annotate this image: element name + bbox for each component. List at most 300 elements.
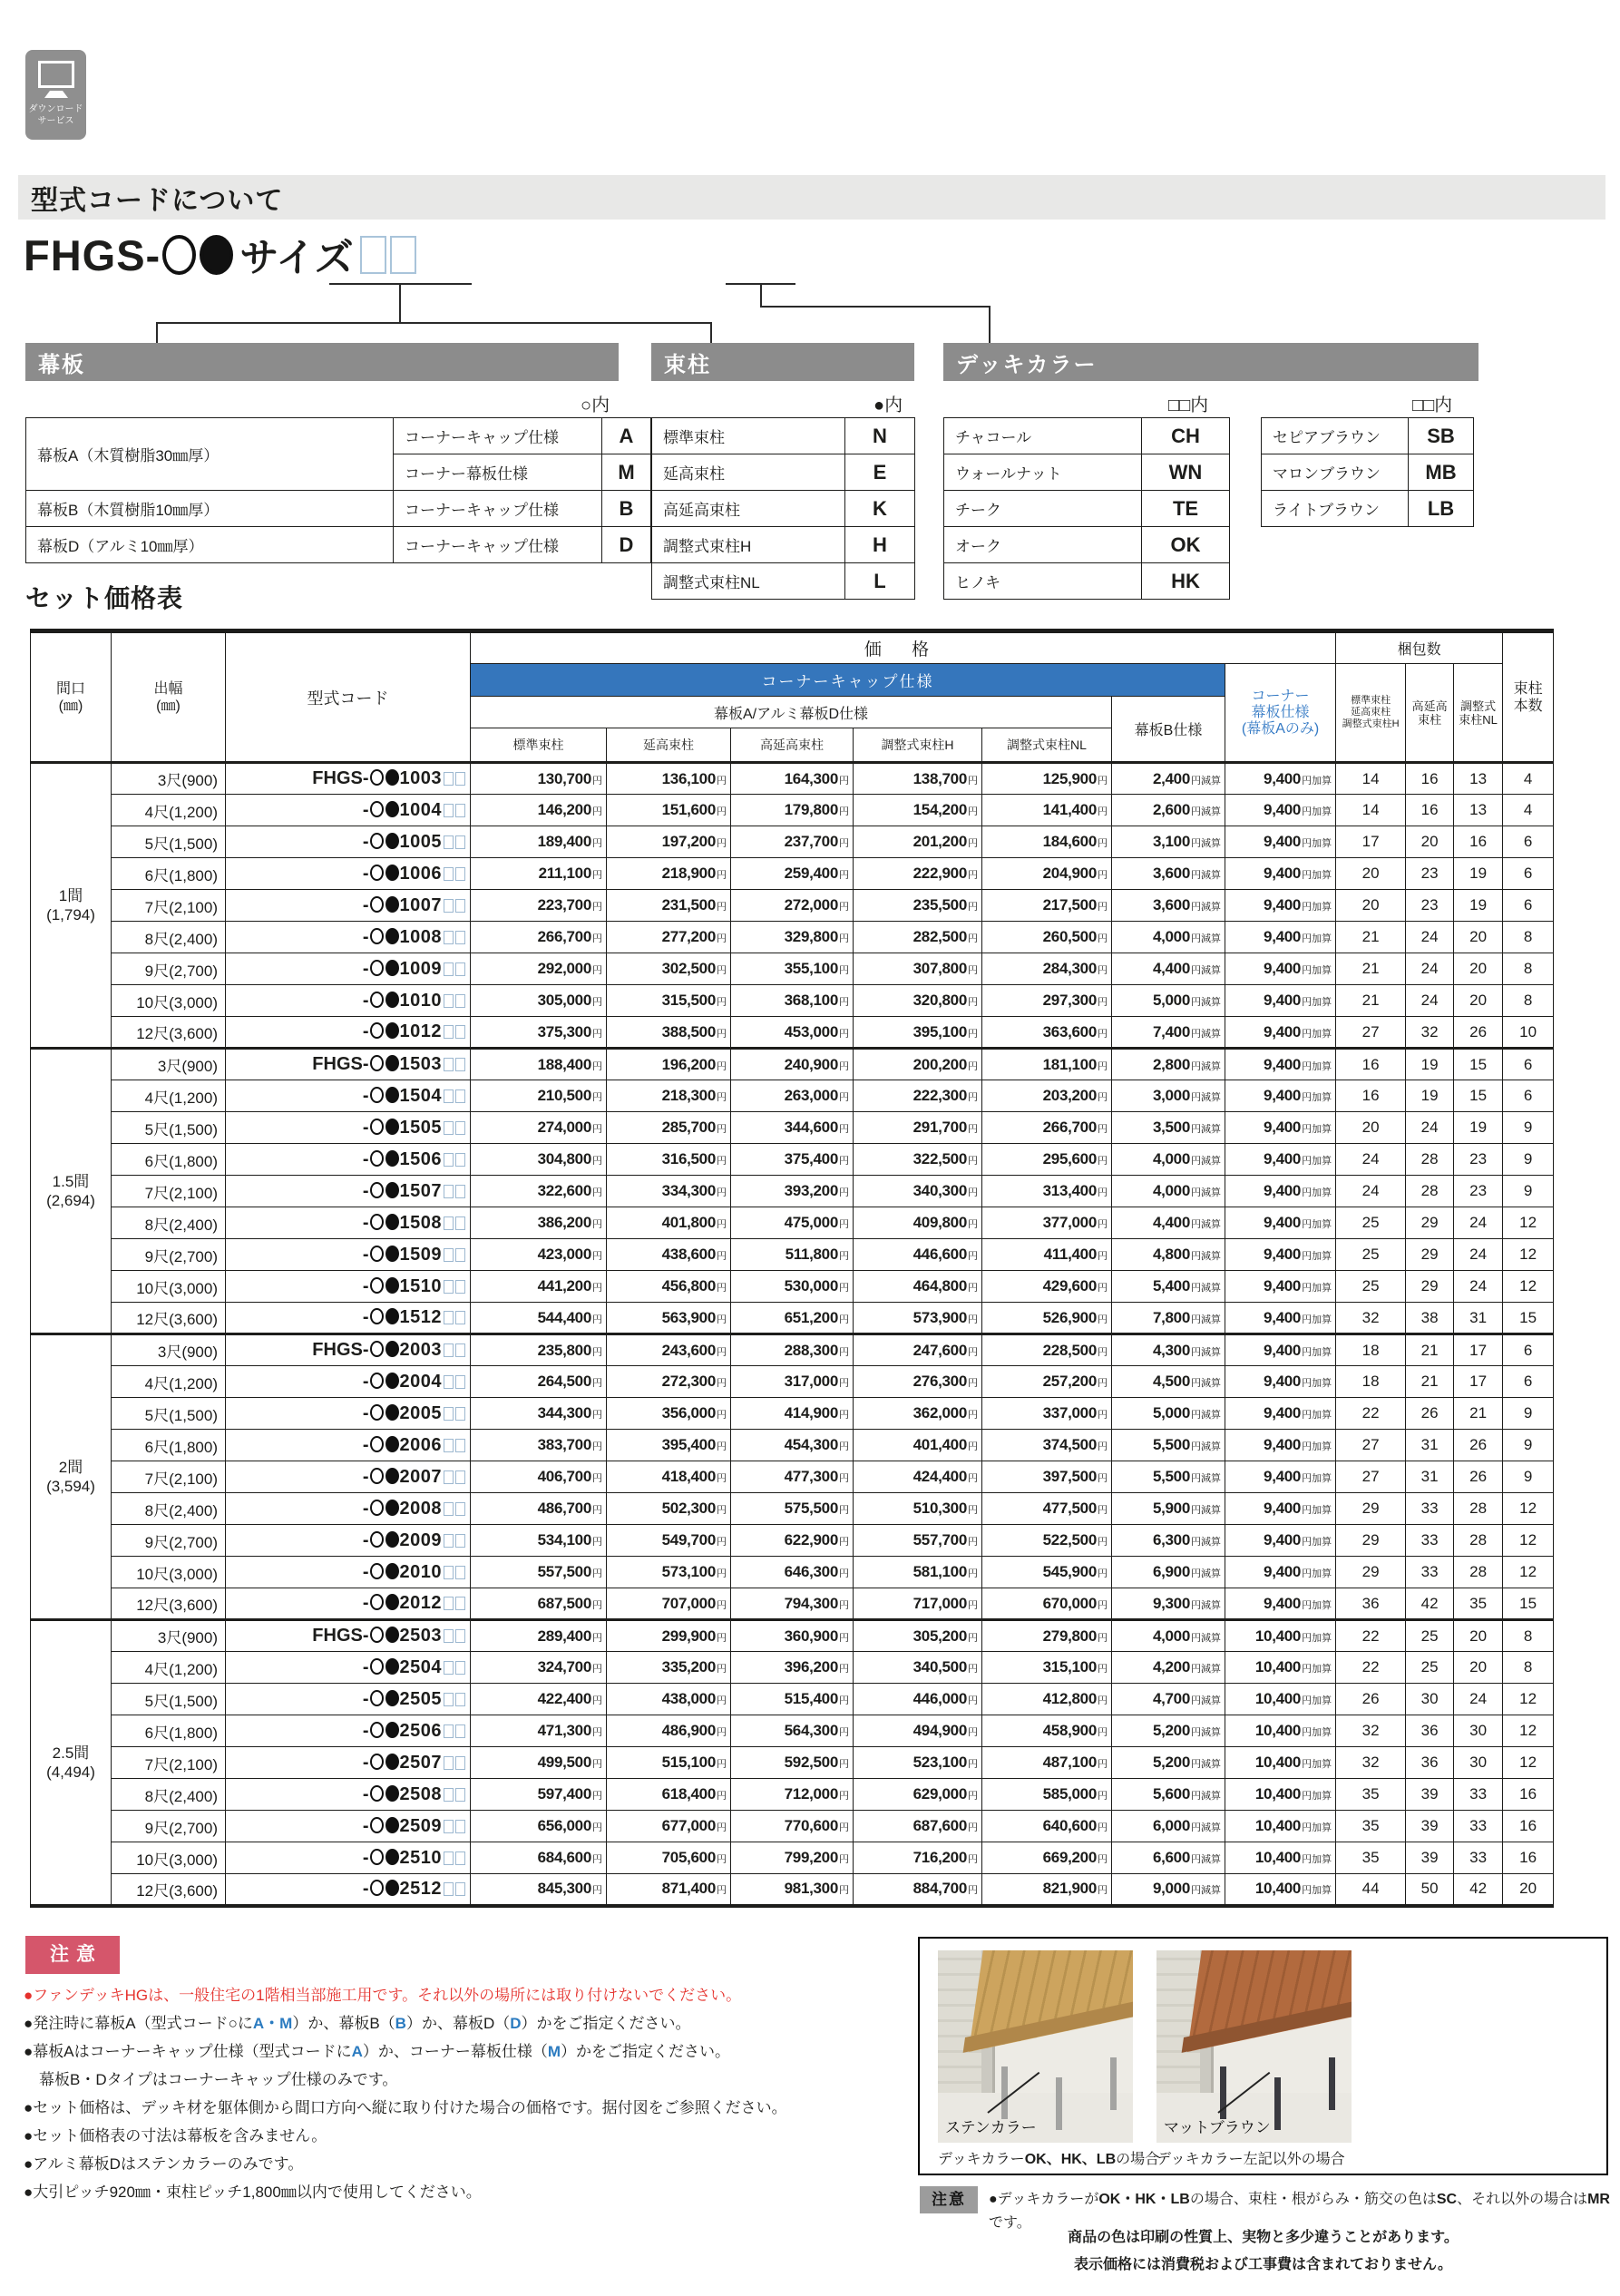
pack-count-cell: 20 xyxy=(1406,826,1454,858)
deck-color-code: TE xyxy=(1142,491,1230,527)
makuita-b-price-cell: 4,200円減算 xyxy=(1112,1652,1225,1684)
makuita-a-spec2: コーナー幕板仕様 xyxy=(394,454,602,491)
price-cell: 374,500円 xyxy=(982,1430,1112,1461)
price-cell: 486,700円 xyxy=(471,1493,607,1525)
col-head-post-std: 標準束柱 xyxy=(471,728,607,763)
deck-color-row xyxy=(944,491,1230,527)
price-cell: 458,900円 xyxy=(982,1715,1112,1747)
price-cell: 515,100円 xyxy=(607,1747,731,1779)
pack-count-cell: 42 xyxy=(1406,1588,1454,1620)
price-row xyxy=(31,985,1554,1017)
post-count-cell: 12 xyxy=(1503,1557,1554,1588)
makuita-b-price-cell: 4,700円減算 xyxy=(1112,1684,1225,1715)
pack-count-cell: 16 xyxy=(1406,763,1454,795)
pack-count-cell: 38 xyxy=(1406,1303,1454,1334)
deck-color-row xyxy=(944,527,1230,563)
col-head-model: 型式コード xyxy=(226,631,471,763)
caution-note-item: ●発注時に幕板A（型式コード○にA・M）か、幕板B（B）か、幕板D（D）かをご指定ください。 xyxy=(24,2015,691,2032)
model-code-cell: - 1508 xyxy=(226,1207,471,1239)
section-title-bar xyxy=(18,175,1605,220)
col-head-maguchi: 間口 (㎜) xyxy=(31,631,112,763)
price-cell: 334,300円 xyxy=(607,1176,731,1207)
pack-count-cell: 17 xyxy=(1454,1334,1503,1366)
price-cell: 618,400円 xyxy=(607,1779,731,1811)
post-count-cell: 6 xyxy=(1503,890,1554,922)
deck-color-label: チャコール xyxy=(944,418,1142,454)
pack-count-cell: 28 xyxy=(1454,1557,1503,1588)
price-cell: 670,000円 xyxy=(982,1588,1112,1620)
deck-color-code: CH xyxy=(1142,418,1230,454)
price-cell: 299,900円 xyxy=(607,1620,731,1652)
pack-count-cell: 35 xyxy=(1336,1842,1406,1874)
makuita-b-price-cell: 5,200円減算 xyxy=(1112,1747,1225,1779)
corner-makuita-price-cell: 9,400円加算 xyxy=(1225,1525,1336,1557)
makuita-b-price-cell: 5,500円減算 xyxy=(1112,1430,1225,1461)
pack-count-cell: 16 xyxy=(1406,795,1454,826)
pack-count-cell: 28 xyxy=(1406,1144,1454,1176)
post-count-cell: 12 xyxy=(1503,1684,1554,1715)
pack-count-cell: 22 xyxy=(1336,1398,1406,1430)
pack-count-cell: 33 xyxy=(1406,1493,1454,1525)
post-count-cell: 4 xyxy=(1503,763,1554,795)
price-row xyxy=(31,1080,1554,1112)
corner-makuita-price-cell: 10,400円加算 xyxy=(1225,1652,1336,1684)
price-cell: 136,100円 xyxy=(607,763,731,795)
price-cell: 317,000円 xyxy=(731,1366,854,1398)
price-cell: 409,800円 xyxy=(854,1207,982,1239)
price-cell: 355,100円 xyxy=(731,953,854,985)
depth-cell: 10尺(3,000) xyxy=(112,1557,226,1588)
footer-line-1: 商品の色は印刷の性質上、実物と多少違うことがあります。 xyxy=(1068,2230,1459,2245)
pack-count-cell: 15 xyxy=(1454,1080,1503,1112)
pack-count-cell: 36 xyxy=(1406,1715,1454,1747)
deck-color-hint-1: □□内 xyxy=(1168,396,1209,415)
model-code-cell: - 2507 xyxy=(226,1747,471,1779)
post-count-cell: 16 xyxy=(1503,1811,1554,1842)
post-count-cell: 12 xyxy=(1503,1207,1554,1239)
price-cell: 563,900円 xyxy=(607,1303,731,1334)
price-cell: 502,300円 xyxy=(607,1493,731,1525)
price-cell: 210,500円 xyxy=(471,1080,607,1112)
post-count-cell: 6 xyxy=(1503,1366,1554,1398)
pack-count-cell: 33 xyxy=(1406,1525,1454,1557)
deck-color-row xyxy=(944,454,1230,491)
price-cell: 446,600円 xyxy=(854,1239,982,1271)
price-cell: 397,500円 xyxy=(982,1461,1112,1493)
price-cell: 307,800円 xyxy=(854,953,982,985)
price-cell: 284,300円 xyxy=(982,953,1112,985)
col-head-pack-sub1: 標準束柱 延高束柱 調整式束柱H xyxy=(1336,664,1406,763)
model-code-cell: FHGS- 2003 xyxy=(226,1334,471,1366)
pack-count-cell: 28 xyxy=(1454,1525,1503,1557)
price-table xyxy=(30,629,1554,1908)
makuita-b-price-cell: 2,400円減算 xyxy=(1112,763,1225,795)
post-count-cell: 6 xyxy=(1503,1334,1554,1366)
price-cell: 322,500円 xyxy=(854,1144,982,1176)
price-row xyxy=(31,1334,1554,1366)
price-row xyxy=(31,858,1554,890)
price-cell: 511,800円 xyxy=(731,1239,854,1271)
connector-line xyxy=(989,306,991,344)
price-cell: 263,000円 xyxy=(731,1080,854,1112)
price-cell: 240,900円 xyxy=(731,1049,854,1080)
makuita-b-price-cell: 5,600円減算 xyxy=(1112,1779,1225,1811)
price-cell: 530,000円 xyxy=(731,1271,854,1303)
pack-count-cell: 17 xyxy=(1336,826,1406,858)
price-cell: 677,000円 xyxy=(607,1811,731,1842)
caution-note-item: ●大引ピッチ920㎜・束柱ピッチ1,800㎜以内で使用してください。 xyxy=(24,2184,482,2201)
depth-cell: 9尺(2,700) xyxy=(112,1239,226,1271)
price-cell: 581,100円 xyxy=(854,1557,982,1588)
deck-color-label: オーク xyxy=(944,527,1142,563)
price-cell: 247,600円 xyxy=(854,1334,982,1366)
price-cell: 231,500円 xyxy=(607,890,731,922)
post-count-cell: 12 xyxy=(1503,1239,1554,1271)
price-cell: 375,300円 xyxy=(471,1017,607,1049)
model-code-cell: - 1506 xyxy=(226,1144,471,1176)
post-count-cell: 12 xyxy=(1503,1271,1554,1303)
post-count-cell: 6 xyxy=(1503,1080,1554,1112)
price-cell: 146,200円 xyxy=(471,795,607,826)
tsuka-row xyxy=(652,418,915,454)
price-cell: 770,600円 xyxy=(731,1811,854,1842)
price-cell: 564,300円 xyxy=(731,1715,854,1747)
pack-count-cell: 24 xyxy=(1406,1112,1454,1144)
pack-count-cell: 19 xyxy=(1406,1080,1454,1112)
model-code-cell: - 2007 xyxy=(226,1461,471,1493)
price-cell: 423,000円 xyxy=(471,1239,607,1271)
pack-count-cell: 31 xyxy=(1406,1430,1454,1461)
pack-count-cell: 27 xyxy=(1336,1430,1406,1461)
col-head-makuita-b: 幕板B仕様 xyxy=(1112,697,1225,763)
price-cell: 981,300円 xyxy=(731,1874,854,1906)
depth-cell: 10尺(3,000) xyxy=(112,1271,226,1303)
price-cell: 189,400円 xyxy=(471,826,607,858)
price-cell: 557,500円 xyxy=(471,1557,607,1588)
corner-makuita-price-cell: 9,400円加算 xyxy=(1225,1017,1336,1049)
price-cell: 592,500円 xyxy=(731,1747,854,1779)
price-cell: 235,500円 xyxy=(854,890,982,922)
depth-cell: 8尺(2,400) xyxy=(112,1779,226,1811)
depth-cell: 8尺(2,400) xyxy=(112,1493,226,1525)
post-count-cell: 9 xyxy=(1503,1398,1554,1430)
deck-color-hint-2: □□内 xyxy=(1412,396,1453,415)
post-count-cell: 8 xyxy=(1503,953,1554,985)
price-cell: 243,600円 xyxy=(607,1334,731,1366)
pack-count-cell: 29 xyxy=(1406,1207,1454,1239)
depth-cell: 10尺(3,000) xyxy=(112,985,226,1017)
col-head-makuita-a: 幕板A/アルミ幕板D仕様 xyxy=(471,697,1112,728)
pack-count-cell: 21 xyxy=(1336,922,1406,953)
pack-count-cell: 29 xyxy=(1406,1271,1454,1303)
post-count-cell: 8 xyxy=(1503,1620,1554,1652)
post-count-cell: 12 xyxy=(1503,1525,1554,1557)
pack-count-cell: 31 xyxy=(1406,1461,1454,1493)
makuita-b-price-cell: 5,000円減算 xyxy=(1112,985,1225,1017)
makuita-b-price-cell: 5,500円減算 xyxy=(1112,1461,1225,1493)
post-count-cell: 16 xyxy=(1503,1779,1554,1811)
corner-makuita-price-cell: 9,400円加算 xyxy=(1225,1080,1336,1112)
price-cell: 401,800円 xyxy=(607,1207,731,1239)
download-service-label: ダウンロード サービス xyxy=(28,104,83,126)
price-cell: 871,400円 xyxy=(607,1874,731,1906)
price-cell: 218,900円 xyxy=(607,858,731,890)
price-cell: 179,800円 xyxy=(731,795,854,826)
depth-cell: 12尺(3,600) xyxy=(112,1017,226,1049)
pack-count-cell: 23 xyxy=(1454,1176,1503,1207)
corner-makuita-price-cell: 9,400円加算 xyxy=(1225,1493,1336,1525)
price-row xyxy=(31,953,1554,985)
makuita-b-price-cell: 4,300円減算 xyxy=(1112,1334,1225,1366)
monitor-stand-icon xyxy=(44,90,68,98)
depth-cell: 9尺(2,700) xyxy=(112,953,226,985)
tsuka-row xyxy=(652,491,915,527)
price-cell: 266,700円 xyxy=(982,1112,1112,1144)
deck-color-label: ライトブラウン xyxy=(1262,491,1409,527)
price-row xyxy=(31,1112,1554,1144)
price-cell: 329,800円 xyxy=(731,922,854,953)
deck-color-table-2 xyxy=(1261,417,1474,527)
pack-count-cell: 24 xyxy=(1406,922,1454,953)
tsuka-table xyxy=(651,417,915,600)
corner-makuita-price-cell: 9,400円加算 xyxy=(1225,1049,1336,1080)
depth-cell: 6尺(1,800) xyxy=(112,858,226,890)
price-cell: 272,300円 xyxy=(607,1366,731,1398)
makuita-a-code1: A xyxy=(602,418,651,454)
model-code-cell: - 2508 xyxy=(226,1779,471,1811)
makuita-b-name: 幕板B（木質樹脂10㎜厚） xyxy=(26,491,394,527)
pack-count-cell: 25 xyxy=(1406,1620,1454,1652)
pack-count-cell: 18 xyxy=(1336,1334,1406,1366)
price-cell: 313,400円 xyxy=(982,1176,1112,1207)
pack-count-cell: 20 xyxy=(1336,1112,1406,1144)
depth-cell: 5尺(1,500) xyxy=(112,826,226,858)
depth-cell: 7尺(2,100) xyxy=(112,1461,226,1493)
makuita-b-price-cell: 5,200円減算 xyxy=(1112,1715,1225,1747)
price-cell: 575,500円 xyxy=(731,1493,854,1525)
price-cell: 646,300円 xyxy=(731,1557,854,1588)
price-cell: 282,500円 xyxy=(854,922,982,953)
tsuka-label: 標準束柱 xyxy=(652,418,845,454)
caution-note-item: ●セット価格表の寸法は幕板を含みません。 xyxy=(24,2127,327,2145)
price-cell: 707,000円 xyxy=(607,1588,731,1620)
price-row xyxy=(31,1715,1554,1747)
depth-cell: 3尺(900) xyxy=(112,1620,226,1652)
price-cell: 475,000円 xyxy=(731,1207,854,1239)
model-code-cell: - 2505 xyxy=(226,1684,471,1715)
pack-count-cell: 32 xyxy=(1336,1715,1406,1747)
price-cell: 257,200円 xyxy=(982,1366,1112,1398)
post-count-cell: 9 xyxy=(1503,1144,1554,1176)
price-cell: 288,300円 xyxy=(731,1334,854,1366)
price-cell: 422,400円 xyxy=(471,1684,607,1715)
model-code-cell: - 2004 xyxy=(226,1366,471,1398)
pack-count-cell: 26 xyxy=(1406,1398,1454,1430)
corner-makuita-price-cell: 10,400円加算 xyxy=(1225,1842,1336,1874)
depth-cell: 9尺(2,700) xyxy=(112,1525,226,1557)
corner-makuita-price-cell: 9,400円加算 xyxy=(1225,1112,1336,1144)
model-code-cell: - 2006 xyxy=(226,1430,471,1461)
pack-count-cell: 23 xyxy=(1406,890,1454,922)
pack-count-cell: 13 xyxy=(1454,795,1503,826)
price-row xyxy=(31,1684,1554,1715)
price-cell: 356,000円 xyxy=(607,1398,731,1430)
tsuka-label: 調整式束柱NL xyxy=(652,563,845,600)
model-code-cell: - 1512 xyxy=(226,1303,471,1334)
post-count-cell: 12 xyxy=(1503,1493,1554,1525)
corner-makuita-price-cell: 9,400円加算 xyxy=(1225,890,1336,922)
makuita-d-name: 幕板D（アルミ10㎜厚） xyxy=(26,527,394,563)
price-cell: 276,300円 xyxy=(854,1366,982,1398)
price-cell: 289,400円 xyxy=(471,1620,607,1652)
corner-makuita-price-cell: 9,400円加算 xyxy=(1225,1398,1336,1430)
price-cell: 406,700円 xyxy=(471,1461,607,1493)
price-cell: 494,900円 xyxy=(854,1715,982,1747)
deck-photo-matt xyxy=(1156,1950,1352,2143)
makuita-b-price-cell: 3,600円減算 xyxy=(1112,890,1225,922)
price-cell: 151,600円 xyxy=(607,795,731,826)
price-cell: 597,400円 xyxy=(471,1779,607,1811)
price-row xyxy=(31,1207,1554,1239)
connector-line xyxy=(156,322,712,324)
model-code-cell: - 1505 xyxy=(226,1112,471,1144)
connector-line xyxy=(760,283,762,308)
col-head-pack: 梱包数 xyxy=(1336,631,1503,664)
price-cell: 687,500円 xyxy=(471,1588,607,1620)
price-cell: 125,900円 xyxy=(982,763,1112,795)
depth-cell: 6尺(1,800) xyxy=(112,1144,226,1176)
price-cell: 414,900円 xyxy=(731,1398,854,1430)
model-code-cell: FHGS- 1003 xyxy=(226,763,471,795)
price-cell: 622,900円 xyxy=(731,1525,854,1557)
makuita-b-price-cell: 3,000円減算 xyxy=(1112,1080,1225,1112)
makuita-b-price-cell: 6,300円減算 xyxy=(1112,1525,1225,1557)
price-cell: 388,500円 xyxy=(607,1017,731,1049)
corner-makuita-price-cell: 10,400円加算 xyxy=(1225,1620,1336,1652)
price-cell: 486,900円 xyxy=(607,1715,731,1747)
post-count-cell: 9 xyxy=(1503,1176,1554,1207)
price-cell: 259,400円 xyxy=(731,858,854,890)
pack-count-cell: 24 xyxy=(1336,1144,1406,1176)
pack-count-cell: 19 xyxy=(1406,1049,1454,1080)
post-count-cell: 4 xyxy=(1503,795,1554,826)
monitor-icon xyxy=(38,61,74,88)
price-cell: 196,200円 xyxy=(607,1049,731,1080)
tsuka-rows xyxy=(652,418,915,600)
price-row xyxy=(31,1366,1554,1398)
price-cell: 799,200円 xyxy=(731,1842,854,1874)
price-cell: 264,500円 xyxy=(471,1366,607,1398)
pack-count-cell: 35 xyxy=(1454,1588,1503,1620)
section-title: 型式コードについて xyxy=(31,185,284,216)
square-placeholder-icon xyxy=(390,236,416,274)
price-cell: 302,500円 xyxy=(607,953,731,985)
pack-count-cell: 25 xyxy=(1336,1239,1406,1271)
price-cell: 456,800円 xyxy=(607,1271,731,1303)
post-count-cell: 6 xyxy=(1503,858,1554,890)
price-cell: 291,700円 xyxy=(854,1112,982,1144)
makuita-b-code: B xyxy=(602,491,651,527)
makuita-a-name: 幕板A（木質樹脂30㎜厚） xyxy=(26,418,394,491)
pack-count-cell: 21 xyxy=(1406,1366,1454,1398)
price-cell: 285,700円 xyxy=(607,1112,731,1144)
price-cell: 510,300円 xyxy=(854,1493,982,1525)
price-cell: 362,000円 xyxy=(854,1398,982,1430)
model-code-cell: - 1007 xyxy=(226,890,471,922)
deck-photo-sten xyxy=(938,1950,1133,2143)
deck-color-code: HK xyxy=(1142,563,1230,600)
price-cell: 337,000円 xyxy=(982,1398,1112,1430)
post-count-cell: 10 xyxy=(1503,1017,1554,1049)
price-cell: 201,200円 xyxy=(854,826,982,858)
makuita-a-spec1: コーナーキャップ仕様 xyxy=(394,418,602,454)
price-cell: 549,700円 xyxy=(607,1525,731,1557)
deck-color-label: ウォールナット xyxy=(944,454,1142,491)
deck-color-row xyxy=(1262,491,1474,527)
price-cell: 438,600円 xyxy=(607,1239,731,1271)
price-cell: 360,900円 xyxy=(731,1620,854,1652)
model-code-cell: - 1509 xyxy=(226,1239,471,1271)
price-row xyxy=(31,1461,1554,1493)
post-count-cell: 12 xyxy=(1503,1747,1554,1779)
col-head-post-adj-h: 調整式束柱H xyxy=(854,728,982,763)
makuita-a-code2: M xyxy=(602,454,651,491)
price-cell: 573,100円 xyxy=(607,1557,731,1588)
caution-note-item: 幕板B・Dタイプはコーナーキャップ仕様のみです。 xyxy=(39,2071,398,2088)
corner-makuita-price-cell: 9,400円加算 xyxy=(1225,1144,1336,1176)
pack-count-cell: 20 xyxy=(1336,858,1406,890)
deck-color-rows-1 xyxy=(944,418,1230,600)
makuita-d-spec: コーナーキャップ仕様 xyxy=(394,527,602,563)
pack-count-cell: 33 xyxy=(1454,1842,1503,1874)
price-cell: 363,600円 xyxy=(982,1017,1112,1049)
price-row xyxy=(31,763,1554,795)
price-cell: 316,500円 xyxy=(607,1144,731,1176)
price-cell: 386,200円 xyxy=(471,1207,607,1239)
depth-cell: 4尺(1,200) xyxy=(112,1366,226,1398)
model-code-cell: - 1006 xyxy=(226,858,471,890)
tsuka-section-bar: 束柱 xyxy=(651,343,914,381)
caution-badge: 注意 xyxy=(25,1936,120,1974)
caution-note-item: ●アルミ幕板Dはステンカラーのみです。 xyxy=(24,2155,304,2173)
post-count-cell: 20 xyxy=(1503,1874,1554,1906)
price-table-body xyxy=(31,763,1554,1906)
pack-count-cell: 36 xyxy=(1336,1588,1406,1620)
model-code-cell: - 2012 xyxy=(226,1588,471,1620)
price-cell: 218,300円 xyxy=(607,1080,731,1112)
price-cell: 292,000円 xyxy=(471,953,607,985)
model-code-cell: - 2008 xyxy=(226,1493,471,1525)
price-row xyxy=(31,1620,1554,1652)
caution-note-item: ●セット価格は、デッキ材を躯体側から間口方向へ縦に取り付けた場合の価格です。据付図をご参照ください。 xyxy=(24,2099,787,2116)
pack-count-cell: 28 xyxy=(1406,1176,1454,1207)
caution-note-item: ●ファンデッキHGは、一般住宅の1階相当部施工用です。それ以外の場所には取り付けないでください。 xyxy=(24,1987,742,2004)
corner-makuita-price-cell: 9,400円加算 xyxy=(1225,1303,1336,1334)
price-cell: 412,800円 xyxy=(982,1684,1112,1715)
price-cell: 705,600円 xyxy=(607,1842,731,1874)
price-row xyxy=(31,1874,1554,1906)
sten-caption: デッキカラーOK、HK、LBの場合 xyxy=(938,2152,1160,2167)
footer-disclaimer xyxy=(918,2224,1608,2279)
depth-cell: 6尺(1,800) xyxy=(112,1430,226,1461)
price-cell: 629,000円 xyxy=(854,1779,982,1811)
corner-makuita-price-cell: 9,400円加算 xyxy=(1225,1334,1336,1366)
model-code-cell: - 1510 xyxy=(226,1271,471,1303)
pack-count-cell: 19 xyxy=(1454,858,1503,890)
pack-count-cell: 44 xyxy=(1336,1874,1406,1906)
depth-cell: 9尺(2,700) xyxy=(112,1811,226,1842)
pack-count-cell: 19 xyxy=(1454,1112,1503,1144)
